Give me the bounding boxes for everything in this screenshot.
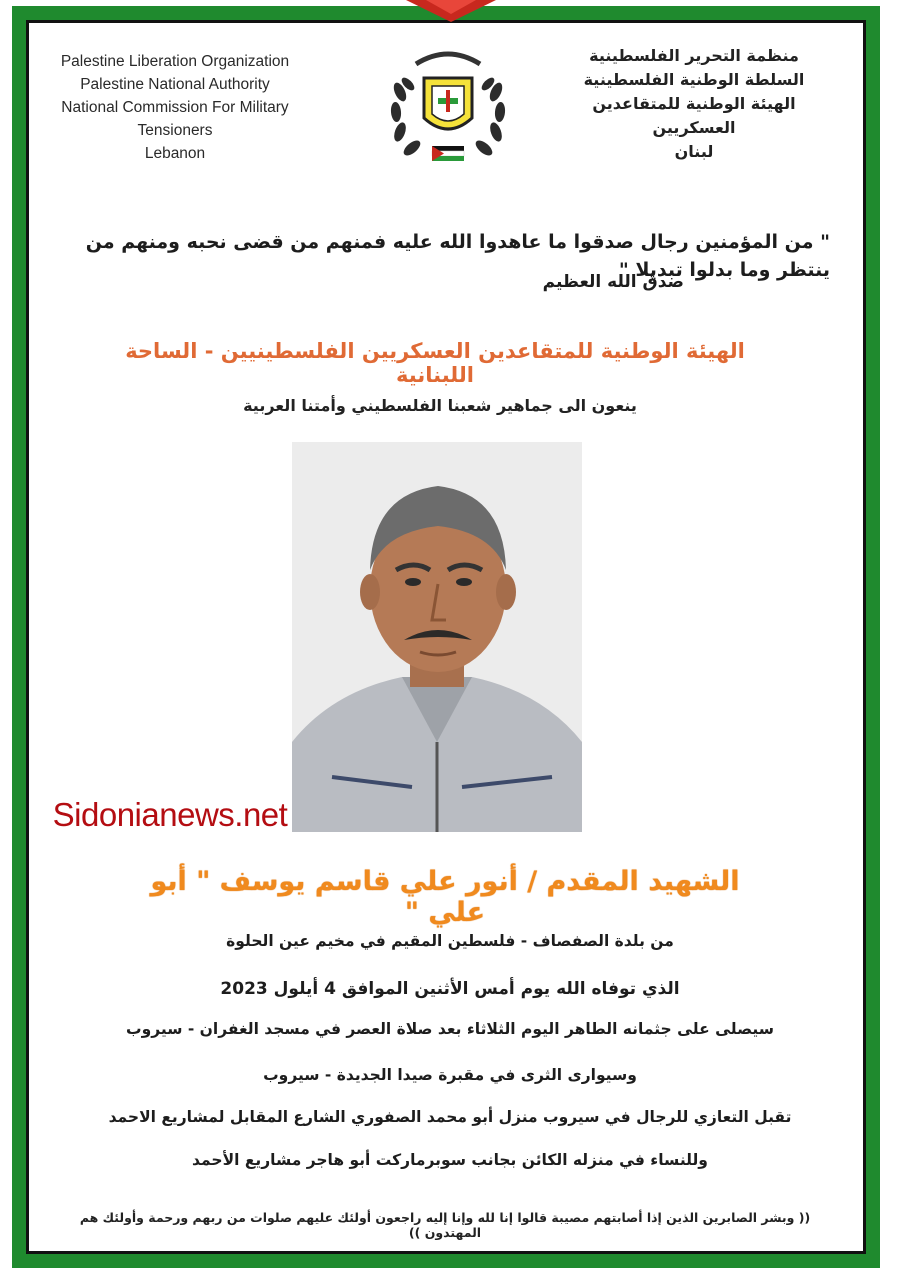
english-header bbox=[40, 50, 310, 165]
burial-line: وسيوارى الثرى في مقبرة صيدا الجديدة - سيروب bbox=[263, 1066, 637, 1084]
portrait-illustration bbox=[292, 442, 582, 832]
closing-verse: (( وبشر الصابرين الذين إذا أصابتهم مصيبة قالوا إنا لله وإنا إليه راجعون أولئك عليهم صلوات من ربهم ورحمة وأولئك هم المهتدون )) bbox=[79, 1210, 811, 1240]
condolences-women-line: وللنساء في منزله الكائن بجانب سوبرماركت أبو هاجر مشاريع الأحمد bbox=[192, 1151, 708, 1169]
martyr-portrait bbox=[292, 442, 582, 832]
mourning-line: ينعون الى جماهير شعبنا الفلسطيني وأمتنا العربية bbox=[243, 396, 637, 415]
palestine-emblem-icon bbox=[386, 42, 510, 168]
arabic-header bbox=[554, 44, 834, 164]
hometown-line: من بلدة الصفصاف - فلسطين المقيم في مخيم عين الحلوة bbox=[226, 932, 674, 950]
organization-title: الهيئة الوطنية للمتقاعدين العسكريين الفلسطينيين - الساحة اللبنانية bbox=[125, 339, 745, 387]
funeral-prayer-line: سيصلى على جثمانه الطاهر اليوم الثلاثاء بعد صلاة العصر في مسجد الغفران - سيروب bbox=[126, 1020, 774, 1038]
death-date-line: الذي توفاه الله يوم أمس الأثنين الموافق 4 أيلول 2023 bbox=[220, 979, 680, 999]
english-header-line: Palestine National Authority bbox=[80, 76, 270, 93]
english-header-line: Palestine Liberation Organization bbox=[60, 53, 290, 70]
arabic-header-line: لبنان bbox=[674, 142, 714, 161]
english-header-line: Lebanon bbox=[144, 145, 206, 162]
quran-verse: " من المؤمنين رجال صدقوا ما عاهدوا الله عليه فمنهم من قضى نحبه ومنهم من ينتظر وما بدلوا تبديلا " bbox=[85, 231, 830, 281]
arabic-header-line: الهيئة الوطنية للمتقاعدين العسكريين bbox=[592, 94, 796, 137]
condolences-men-line: تقبل التعازي للرجال في سيروب منزل أبو محمد الصفوري الشارع المقابل لمشاريع الاحمد bbox=[108, 1108, 792, 1126]
arabic-header-line: منظمة التحرير الفلسطينية bbox=[589, 46, 799, 65]
arabic-header-line: السلطة الوطنية الفلسطينية bbox=[583, 70, 805, 89]
verse-source: صدق الله العظيم bbox=[542, 272, 684, 292]
martyr-name: الشهيد المقدم / أنور علي قاسم يوسف " أبو علي " bbox=[150, 866, 740, 928]
english-header-line: National Commission For Military Tensioners bbox=[61, 99, 289, 139]
site-watermark: Sidonianews.net bbox=[50, 794, 290, 836]
top-ribbon-icon bbox=[406, 0, 496, 22]
